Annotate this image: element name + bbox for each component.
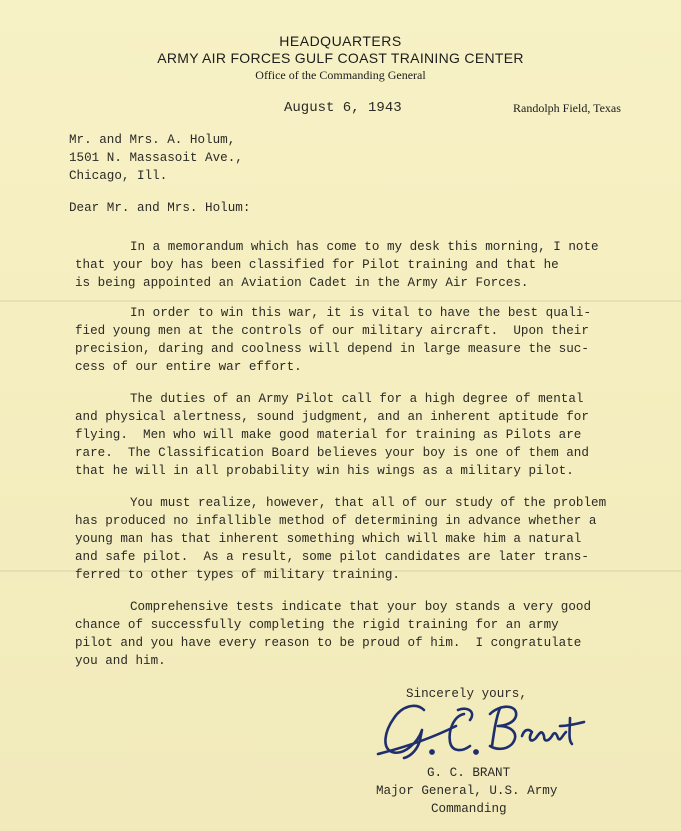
body-line: that he will in all probability win his wings as a military pilot. [75, 464, 574, 478]
paper-fold [0, 300, 681, 302]
body-line: ferred to other types of military training. [75, 568, 400, 582]
letterhead-office: Office of the Commanding General [255, 68, 426, 82]
body-line: precision, daring and coolness will depend in large measure the suc- [75, 342, 589, 356]
letter-date: August 6, 1943 [284, 100, 402, 116]
signer-name: G. C. BRANT [427, 766, 511, 780]
body-line: rare. The Classification Board believes your boy is one of them and [75, 446, 589, 460]
letterhead-headquarters: HEADQUARTERS [279, 33, 402, 49]
body-line: cess of our entire war effort. [75, 360, 302, 374]
body-line: chance of successfully completing the rigid training for an army [75, 618, 559, 632]
letterhead-command: ARMY AIR FORCES GULF COAST TRAINING CENTER [157, 50, 524, 66]
signer-title: Major General, U.S. Army [376, 784, 558, 798]
body-line: In a memorandum which has come to my desk this morning, I note [130, 240, 599, 254]
address-line: Mr. and Mrs. A. Holum, [69, 133, 236, 147]
body-line: and safe pilot. As a result, some pilot candidates are later trans- [75, 550, 589, 564]
body-line: has produced no infallible method of determining in advance whether a [75, 514, 597, 528]
body-line: In order to win this war, it is vital to have the best quali- [130, 306, 592, 320]
letter-location: Randolph Field, Texas [513, 101, 621, 115]
body-line: Comprehensive tests indicate that your boy stands a very good [130, 600, 592, 614]
body-line: and physical alertness, sound judgment, and an inherent aptitude for [75, 410, 589, 424]
signer-role: Commanding [431, 802, 507, 816]
handwritten-signature [372, 696, 587, 766]
body-line: is being appointed an Aviation Cadet in the Army Air Forces. [75, 276, 529, 290]
body-line: You must realize, however, that all of our study of the problem [130, 496, 607, 510]
address-line: 1501 N. Massasoit Ave., [69, 151, 243, 165]
salutation: Dear Mr. and Mrs. Holum: [69, 201, 251, 215]
address-line: Chicago, Ill. [69, 169, 168, 183]
body-line: you and him. [75, 654, 166, 668]
body-line: The duties of an Army Pilot call for a high degree of mental [130, 392, 584, 406]
body-line: young man has that inherent something which will make him a natural [75, 532, 582, 546]
body-line: flying. Men who will make good material for training as Pilots are [75, 428, 582, 442]
body-line: pilot and you have every reason to be proud of him. I congratulate [75, 636, 582, 650]
body-line: fied young men at the controls of our military aircraft. Upon their [75, 324, 589, 338]
closing: Sincerely yours, [406, 687, 527, 701]
body-line: that your boy has been classified for Pilot training and that he [75, 258, 559, 272]
